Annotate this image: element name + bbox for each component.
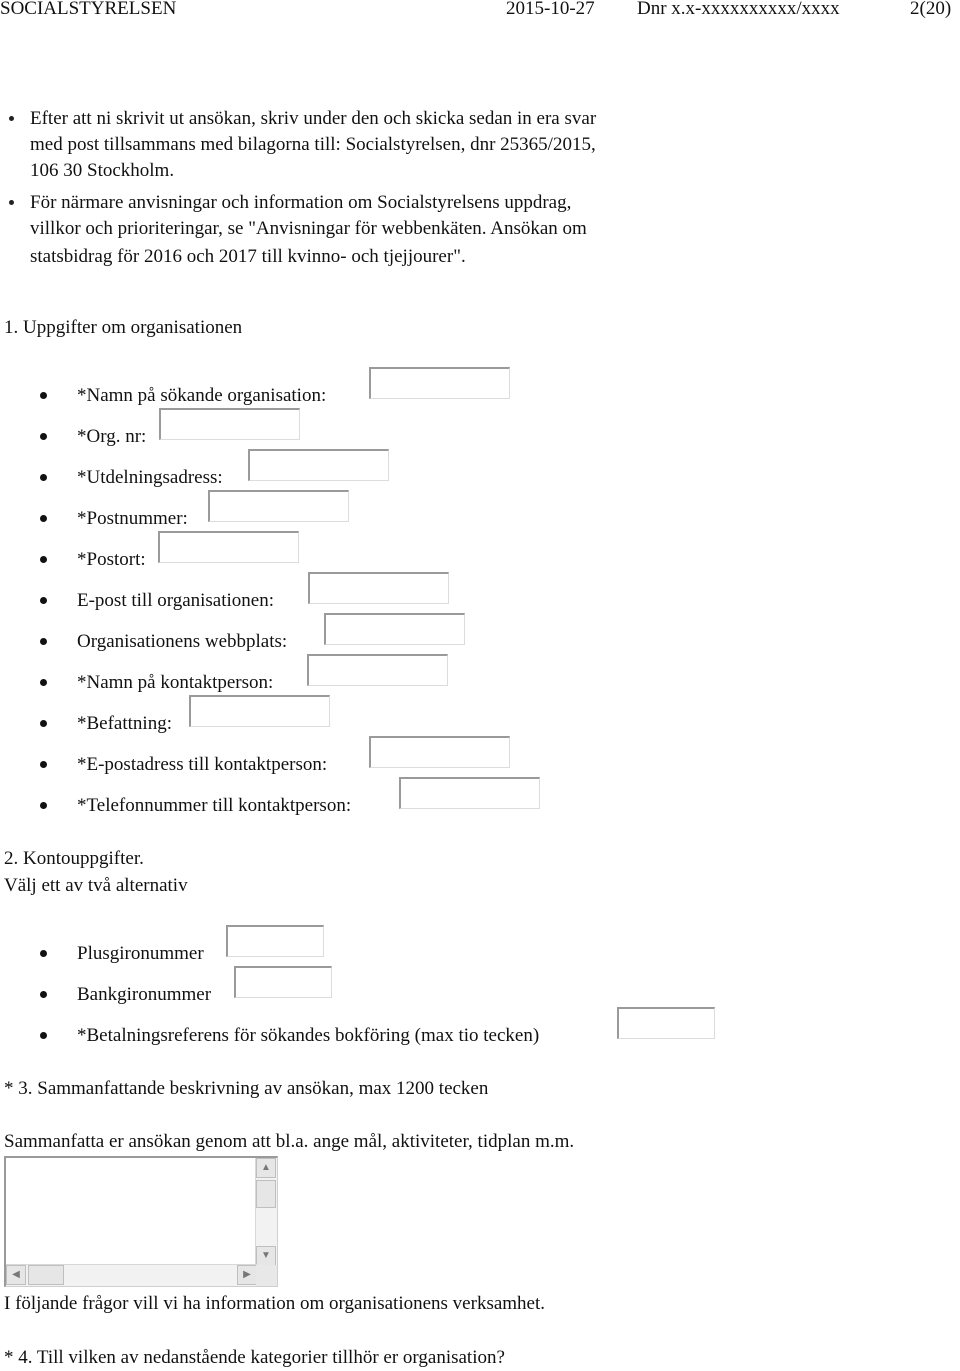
field-label: *Postort: <box>77 549 146 570</box>
intro-line: med post tillsammans med bilagorna till: Socialstyrelsen, dnr 25365/2015, <box>30 134 596 155</box>
summary-textarea[interactable] <box>4 1156 278 1287</box>
field-label: *Utdelningsadress: <box>77 467 223 488</box>
section-2-heading: 2. Kontouppgifter. <box>4 848 144 869</box>
bullet-icon <box>40 1032 47 1039</box>
field-label: *Befattning: <box>77 713 172 734</box>
intro-line: villkor och prioriteringar, se "Anvisningar för webbenkäten. Ansökan om <box>30 218 587 239</box>
bullet-icon <box>40 720 47 727</box>
scroll-thumb[interactable] <box>256 1180 276 1208</box>
scroll-thumb[interactable] <box>28 1265 64 1285</box>
header-date: 2015-10-27 <box>506 0 595 19</box>
field-label: *Betalningsreferens för sökandes bokföring (max tio tecken) <box>77 1025 540 1046</box>
intro-line: Efter att ni skrivit ut ansökan, skriv under den och skicka sedan in era svar <box>30 108 597 129</box>
bullet-icon <box>40 597 47 604</box>
postal-code-input[interactable] <box>208 490 349 522</box>
payment-reference-input[interactable] <box>617 1007 715 1039</box>
field-label: *Postnummer: <box>77 508 188 529</box>
intro-line: För närmare anvisningar och information om Socialstyrelsens uppdrag, <box>30 192 572 213</box>
intro-line: statsbidrag för 2016 och 2017 till kvinno- och tjejjourer". <box>30 246 466 267</box>
header-dnr: Dnr x.x-xxxxxxxxxx/xxxx <box>637 0 840 19</box>
bullet-icon <box>40 515 47 522</box>
field-label: Organisationens webbplats: <box>77 631 288 652</box>
section-4-heading: * 4. Till vilken av nedanstående kategorier tillhör er organisation? <box>4 1347 505 1368</box>
field-label: *Namn på sökande organisation: <box>77 385 327 406</box>
field-label: *Org. nr: <box>77 426 147 447</box>
bullet-icon <box>40 679 47 686</box>
org-name-input[interactable] <box>369 367 510 399</box>
field-label: *Telefonnummer till kontaktperson: <box>77 795 352 816</box>
field-label: Plusgironummer <box>77 943 204 964</box>
contact-name-input[interactable] <box>307 654 448 686</box>
website-input[interactable] <box>324 613 465 645</box>
scroll-right-arrow-icon[interactable]: ▶ <box>237 1265 257 1285</box>
horizontal-scrollbar[interactable] <box>6 1264 257 1286</box>
bankgiro-input[interactable] <box>234 966 332 998</box>
bullet-icon <box>9 116 14 121</box>
org-nr-input[interactable] <box>159 408 300 440</box>
bullet-icon <box>40 802 47 809</box>
field-label: *Namn på kontaktperson: <box>77 672 274 693</box>
scroll-left-arrow-icon[interactable]: ◀ <box>6 1265 26 1285</box>
bullet-icon <box>40 556 47 563</box>
scroll-up-arrow-icon[interactable]: ▲ <box>256 1158 276 1178</box>
address-input[interactable] <box>248 449 389 481</box>
info-text: I följande frågor vill vi ha information om organisationens verksamhet. <box>4 1293 546 1314</box>
bullet-icon <box>40 474 47 481</box>
section-1-heading: 1. Uppgifter om organisationen <box>4 317 243 338</box>
scroll-corner <box>256 1265 277 1286</box>
scroll-down-arrow-icon[interactable]: ▼ <box>256 1246 276 1266</box>
city-input[interactable] <box>158 531 299 563</box>
contact-email-input[interactable] <box>369 736 510 768</box>
header-page-number: 2(20) <box>910 0 952 19</box>
section-3-heading: * 3. Sammanfattande beskrivning av ansökan, max 1200 tecken <box>4 1078 489 1099</box>
section-2-subheading: Välj ett av två alternativ <box>4 875 188 896</box>
intro-line: 106 30 Stockholm. <box>30 160 175 181</box>
bullet-icon <box>9 200 14 205</box>
position-input[interactable] <box>189 695 330 727</box>
org-email-input[interactable] <box>308 572 449 604</box>
vertical-scrollbar[interactable] <box>255 1158 277 1266</box>
field-label: E-post till organisationen: <box>77 590 275 611</box>
field-label: Bankgironummer <box>77 984 212 1005</box>
bullet-icon <box>40 950 47 957</box>
bullet-icon <box>40 392 47 399</box>
section-3-instruction: Sammanfatta er ansökan genom att bl.a. ange mål, aktiviteter, tidplan m.m. <box>4 1131 575 1152</box>
bullet-icon <box>40 991 47 998</box>
bullet-icon <box>40 761 47 768</box>
contact-phone-input[interactable] <box>399 777 540 809</box>
bullet-icon <box>40 638 47 645</box>
field-label: *E-postadress till kontaktperson: <box>77 754 328 775</box>
plusgiro-input[interactable] <box>226 925 324 957</box>
bullet-icon <box>40 433 47 440</box>
header-organisation: SOCIALSTYRELSEN <box>0 0 177 19</box>
